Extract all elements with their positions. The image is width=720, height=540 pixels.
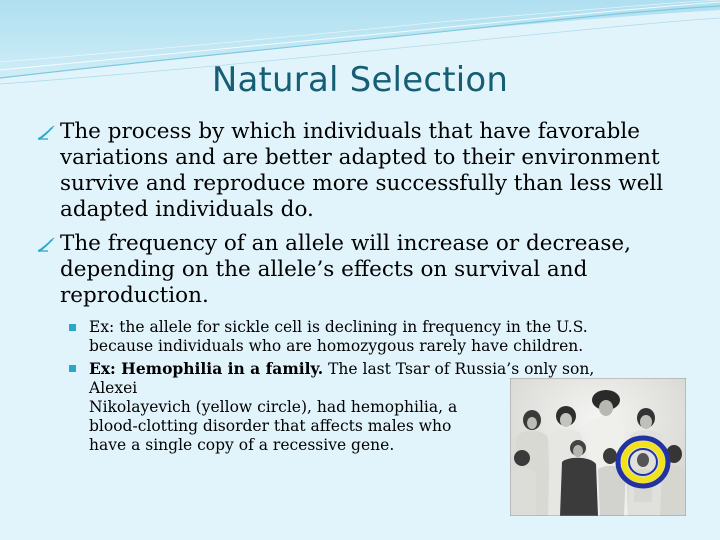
sub-bullet-bold-text: Ex: Hemophilia in a family. [89,359,324,378]
sub-bullet-line: Alexei [89,379,138,397]
bullet-item [38,231,698,309]
square-bullet-icon [69,365,76,372]
sub-bullet-line: blood-clotting disorder that affects males who [89,417,452,435]
sub-bullet-line: Nikolayevich (yellow circle), had hemophilia, a [89,398,458,416]
square-bullet-icon [69,324,76,331]
bullet-item [38,119,698,223]
sub-bullet-text-rest: The last Tsar of Russia’s only son, [323,360,595,378]
bullet-text: The frequency of an allele will increase or decrease, depending on the allele’s effects on survival and reproduction. [60,231,631,308]
bullet-text: The process by which individuals that have favorable variations and are better adapted to their environment survive and reproduce more successfully than less well adapted individuals do. [60,119,664,222]
sub-bullet-item [70,318,650,356]
quill-scroll-icon [36,236,56,254]
quill-scroll-icon [36,124,56,142]
slide-title: Natural Selection [211,60,509,100]
sub-bullet-line: have a single copy of a recessive gene. [89,436,395,454]
romanov-family-photo [510,378,686,516]
sub-bullet-text: Ex: the allele for sickle cell is declining in frequency in the U.S. because individuals who are homozygous rarely have children. [89,318,588,355]
